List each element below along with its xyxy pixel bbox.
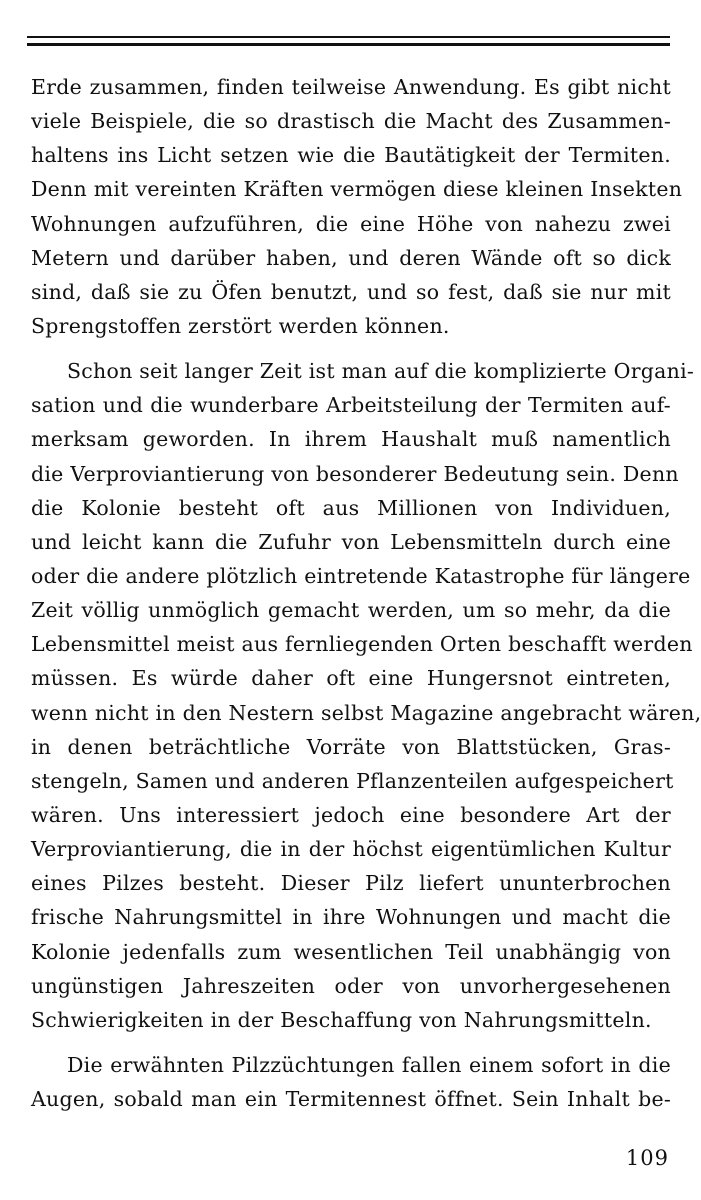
- text-line: Schwierigkeiten in der Beschaffung von Nahrungsmitteln.: [31, 1007, 652, 1032]
- text-line: Denn mit vereinten Kräften vermögen diese kleinen Insekten: [31, 177, 683, 202]
- text-line: wenn nicht in den Nestern selbst Magazine angebracht wären,: [31, 700, 701, 725]
- text-line: die Verproviantierung von besonderer Bedeutung sein. Denn: [31, 461, 679, 486]
- text-line: sind, daß sie zu Öfen benutzt, und so fest, daß sie nur mit: [31, 279, 671, 304]
- header-rule-thick: [27, 43, 670, 46]
- text-line: Wohnungen aufzuführen, die eine Höhe von nahezu zwei: [31, 211, 671, 236]
- text-line: wären. Uns interessiert jedoch eine besondere Art der: [31, 802, 671, 827]
- text-line: ungünstigen Jahreszeiten oder von unvorhergesehenen: [31, 973, 671, 998]
- text-line: frische Nahrungsmittel in ihre Wohnungen und macht die: [31, 905, 671, 930]
- text-line: haltens ins Licht setzen wie die Bautätigkeit der Termiten.: [31, 143, 671, 168]
- header-rule-thin: [27, 36, 670, 38]
- text-line: stengeln, Samen und anderen Pflanzenteilen aufgespeichert: [31, 768, 674, 793]
- paragraph: [31, 70, 683, 343]
- text-line: Metern und darüber haben, und deren Wände oft so dick: [31, 245, 671, 270]
- text-line: und leicht kann die Zufuhr von Lebensmitteln durch eine: [31, 529, 671, 554]
- text-line: Augen, sobald man ein Termitennest öffnet. Sein Inhalt be-: [31, 1087, 671, 1112]
- text-line: in denen beträchtliche Vorräte von Blattstücken, Gras-: [31, 734, 671, 759]
- text-line: Kolonie jedenfalls zum wesentlichen Teil unabhängig von: [31, 939, 671, 964]
- text-line: Erde zusammen, finden teilweise Anwendung. Es gibt nicht: [31, 75, 671, 99]
- text-line: Schon seit langer Zeit ist man auf die komplizierte Organi-: [67, 359, 695, 384]
- text-line: die Kolonie besteht oft aus Millionen von Individuen,: [31, 495, 671, 520]
- paragraph: [31, 1048, 671, 1116]
- text-line: müssen. Es würde daher oft eine Hungersnot eintreten,: [31, 666, 671, 691]
- text-line: Die erwähnten Pilzzüchtungen fallen einem sofort in die: [67, 1052, 671, 1077]
- text-line: eines Pilzes besteht. Dieser Pilz liefert ununterbrochen: [31, 871, 671, 896]
- text-line: sation und die wunderbare Arbeitsteilung der Termiten auf-: [31, 393, 671, 418]
- text-line: Lebensmittel meist aus fernliegenden Orten beschafft werden: [31, 632, 693, 657]
- text-line: merksam geworden. In ihrem Haushalt muß namentlich: [31, 427, 671, 452]
- text-line: Sprengstoffen zerstört werden können.: [31, 313, 450, 338]
- body-text: [31, 70, 701, 1116]
- paragraph: [31, 354, 701, 1037]
- text-line: Verproviantierung, die in der höchst eigentümlichen Kultur: [31, 837, 671, 862]
- text-line: Zeit völlig unmöglich gemacht werden, um so mehr, da die: [31, 598, 671, 623]
- page-number: 109: [625, 1146, 669, 1170]
- text-line: viele Beispiele, die so drastisch die Macht des Zusammen-: [31, 109, 671, 134]
- text-line: oder die andere plötzlich eintretende Katastrophe für längere: [31, 563, 691, 588]
